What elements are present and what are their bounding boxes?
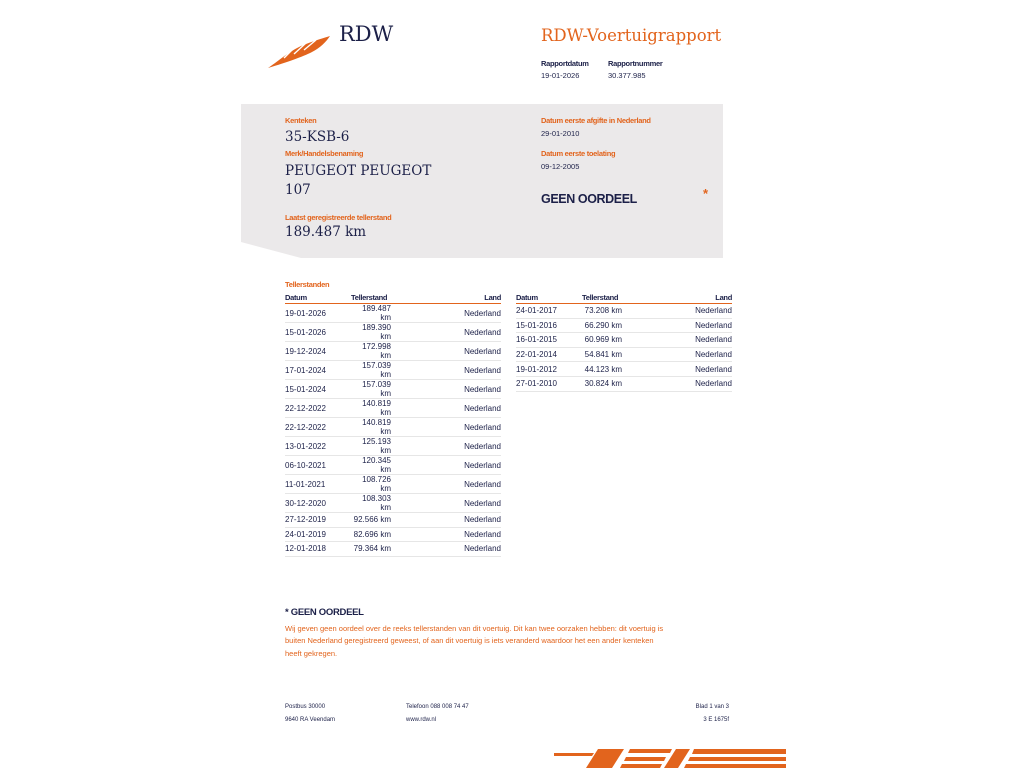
table-row xyxy=(285,380,501,399)
row-date: 19-01-2026 xyxy=(285,304,351,323)
footer-stripes-graphic xyxy=(554,746,786,768)
row-country: Nederland xyxy=(413,542,501,557)
table-row xyxy=(285,456,501,475)
col-header-odometer: Tellerstand xyxy=(582,292,644,304)
row-country: Nederland xyxy=(413,323,501,342)
row-odometer: 108.303 km xyxy=(351,494,413,513)
row-odometer: 44.123 km xyxy=(582,362,644,377)
first-admission-label: Datum eerste toelating xyxy=(541,149,616,158)
row-country: Nederland xyxy=(644,362,732,377)
report-number: 30.377.985 xyxy=(608,71,646,80)
odometer-section-title: Tellerstanden xyxy=(285,280,330,289)
footer-page-number: Blad 1 van 3 xyxy=(695,704,729,710)
row-date: 19-01-2012 xyxy=(516,362,582,377)
table-row xyxy=(285,513,501,528)
row-country: Nederland xyxy=(413,475,501,494)
row-date: 13-01-2022 xyxy=(285,437,351,456)
odometer-table-left xyxy=(285,292,501,557)
note-line-3: heeft gekregen. xyxy=(285,649,338,658)
note-title: * GEEN OORDEEL xyxy=(285,607,364,618)
table-row xyxy=(285,361,501,380)
row-odometer: 157.039 km xyxy=(351,380,413,399)
report-date: 19-01-2026 xyxy=(541,71,580,80)
panel-notch xyxy=(241,242,301,258)
row-date: 16-01-2015 xyxy=(516,333,582,348)
row-country: Nederland xyxy=(413,456,501,475)
row-country: Nederland xyxy=(413,380,501,399)
row-odometer: 140.819 km xyxy=(351,399,413,418)
row-odometer: 60.969 km xyxy=(582,333,644,348)
brand-value-line2: 107 xyxy=(285,182,311,198)
note-line-2: buiten Nederland geregistreerd geweest, of aan dit voertuig is iets veranderd waardoor het een ander kenteken xyxy=(285,636,654,645)
row-country: Nederland xyxy=(644,333,732,348)
odometer-label: Laatst geregistreerde tellerstand xyxy=(285,213,392,222)
verdict: GEEN OORDEEL xyxy=(541,192,637,206)
col-header-country: Land xyxy=(413,292,501,304)
first-issue-nl-value: 29-01-2010 xyxy=(541,129,580,138)
row-odometer: 140.819 km xyxy=(351,418,413,437)
row-date: 22-12-2022 xyxy=(285,399,351,418)
table-row xyxy=(285,418,501,437)
row-odometer: 189.390 km xyxy=(351,323,413,342)
row-odometer: 79.364 km xyxy=(351,542,413,557)
col-header-date: Datum xyxy=(285,292,351,304)
verdict-asterisk: * xyxy=(703,186,709,201)
table-row xyxy=(516,318,732,333)
plate-value: 35-KSB-6 xyxy=(285,129,350,145)
row-date: 11-01-2021 xyxy=(285,475,351,494)
brand-value-line1: PEUGEOT PEUGEOT xyxy=(285,163,432,179)
report-number-label: Rapportnummer xyxy=(608,59,663,68)
col-header-date: Datum xyxy=(516,292,582,304)
footer-city: 9640 RA Veendam xyxy=(285,717,336,723)
row-date: 06-10-2021 xyxy=(285,456,351,475)
table-row xyxy=(285,437,501,456)
footer-code: 3 E 1675f xyxy=(703,717,729,723)
report-title: RDW-Voertuigrapport xyxy=(541,26,722,45)
rdw-logo-icon xyxy=(266,32,332,70)
row-country: Nederland xyxy=(644,376,732,391)
table-row xyxy=(285,323,501,342)
table-row xyxy=(516,376,732,391)
row-odometer: 120.345 km xyxy=(351,456,413,475)
row-odometer: 73.208 km xyxy=(582,304,644,319)
row-country: Nederland xyxy=(413,437,501,456)
row-odometer: 189.487 km xyxy=(351,304,413,323)
col-header-country: Land xyxy=(644,292,732,304)
first-issue-nl-label: Datum eerste afgifte in Nederland xyxy=(541,116,651,125)
row-date: 19-12-2024 xyxy=(285,342,351,361)
row-date: 15-01-2026 xyxy=(285,323,351,342)
table-row xyxy=(516,333,732,348)
odometer-table-right xyxy=(516,292,732,392)
row-odometer: 157.039 km xyxy=(351,361,413,380)
table-row xyxy=(285,475,501,494)
row-date: 27-12-2019 xyxy=(285,513,351,528)
first-admission-value: 09-12-2005 xyxy=(541,162,580,171)
col-header-odometer: Tellerstand xyxy=(351,292,413,304)
row-date: 30-12-2020 xyxy=(285,494,351,513)
row-date: 27-01-2010 xyxy=(516,376,582,391)
row-odometer: 54.841 km xyxy=(582,347,644,362)
row-country: Nederland xyxy=(644,347,732,362)
row-odometer: 82.696 km xyxy=(351,527,413,542)
row-country: Nederland xyxy=(644,318,732,333)
row-date: 12-01-2018 xyxy=(285,542,351,557)
row-country: Nederland xyxy=(413,361,501,380)
table-row xyxy=(285,494,501,513)
note-line-1: Wij geven geen oordeel over de reeks tellerstanden van dit voertuig. Dit kan twee oorzaken hebben: dit voertuig is xyxy=(285,624,664,633)
row-date: 22-12-2022 xyxy=(285,418,351,437)
report-date-label: Rapportdatum xyxy=(541,59,589,68)
table-row xyxy=(285,304,501,323)
table-row xyxy=(285,542,501,557)
table-row xyxy=(516,304,732,319)
footer-postbus: Postbus 30000 xyxy=(285,704,326,710)
plate-label: Kenteken xyxy=(285,116,317,125)
row-country: Nederland xyxy=(413,494,501,513)
odometer-value: 189.487 km xyxy=(285,224,367,240)
table-row xyxy=(285,527,501,542)
logo-text: RDW xyxy=(339,22,394,46)
row-date: 15-01-2016 xyxy=(516,318,582,333)
table-row xyxy=(285,399,501,418)
row-country: Nederland xyxy=(413,418,501,437)
row-date: 15-01-2024 xyxy=(285,380,351,399)
footer-website[interactable]: www.rdw.nl xyxy=(406,717,437,723)
row-date: 24-01-2017 xyxy=(516,304,582,319)
row-odometer: 66.290 km xyxy=(582,318,644,333)
row-country: Nederland xyxy=(413,304,501,323)
row-country: Nederland xyxy=(644,304,732,319)
footer-phone: Telefoon 088 008 74 47 xyxy=(406,704,469,710)
row-country: Nederland xyxy=(413,513,501,528)
row-odometer: 125.193 km xyxy=(351,437,413,456)
row-date: 24-01-2019 xyxy=(285,527,351,542)
row-date: 17-01-2024 xyxy=(285,361,351,380)
row-odometer: 108.726 km xyxy=(351,475,413,494)
row-country: Nederland xyxy=(413,399,501,418)
row-date: 22-01-2014 xyxy=(516,347,582,362)
row-odometer: 172.998 km xyxy=(351,342,413,361)
row-country: Nederland xyxy=(413,342,501,361)
row-odometer: 92.566 km xyxy=(351,513,413,528)
table-row xyxy=(516,362,732,377)
row-odometer: 30.824 km xyxy=(582,376,644,391)
table-row xyxy=(516,347,732,362)
table-row xyxy=(285,342,501,361)
row-country: Nederland xyxy=(413,527,501,542)
brand-label: Merk/Handelsbenaming xyxy=(285,149,364,158)
